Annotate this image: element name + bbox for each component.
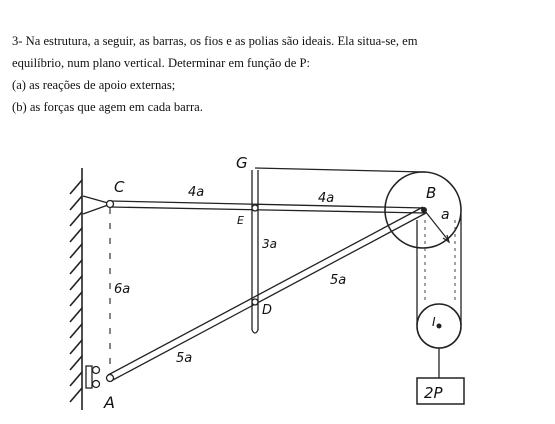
dim-ac: 6a — [114, 282, 131, 297]
problem-item-a: (a) as reações de apoio externas; — [12, 78, 176, 92]
label-i: I — [432, 315, 436, 329]
problem-line-1: 3- Na estrutura, a seguir, as barras, os fios e as polias são ideais. Ela situa-se, em — [12, 34, 418, 48]
bar-ab — [108, 207, 426, 381]
label-c: C — [114, 178, 125, 196]
problem-line-2: equilíbrio, num plano vertical. Determinar em função de P: — [12, 56, 310, 70]
problem-item-b: (b) as forças que agem em cada barra. — [12, 100, 203, 114]
label-a: A — [104, 393, 115, 412]
structure-figure — [0, 150, 555, 424]
label-b: B — [426, 184, 437, 202]
problem-statement — [12, 30, 542, 118]
bar-cb — [110, 201, 425, 213]
dim-ed: 3a — [262, 237, 277, 251]
joint-i — [437, 324, 442, 329]
dim-ce: 4a — [188, 185, 205, 200]
wall-support — [70, 168, 82, 410]
joint-b — [421, 207, 427, 213]
dim-eb: 4a — [318, 191, 335, 206]
label-radius-a: a — [441, 207, 450, 223]
label-d: D — [262, 303, 273, 318]
label-g: G — [236, 154, 248, 172]
load-label: 2P — [424, 384, 443, 402]
support-a — [86, 366, 100, 388]
cable-g — [255, 168, 425, 172]
bar-gd — [252, 170, 258, 333]
dashed-guides — [425, 220, 455, 300]
dim-db: 5a — [330, 273, 347, 288]
dim-ad: 5a — [176, 351, 193, 366]
label-e: E — [237, 214, 244, 227]
support-c — [83, 196, 108, 214]
